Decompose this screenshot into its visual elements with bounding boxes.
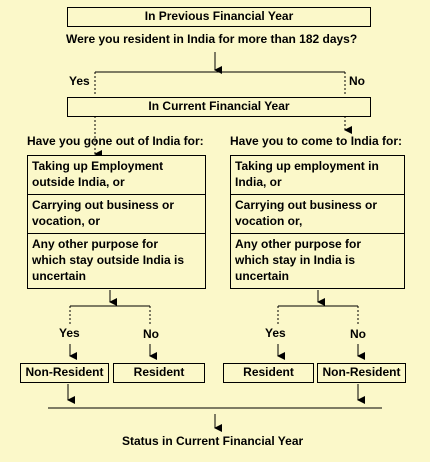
right-option-business bbox=[230, 194, 405, 234]
right-result-resident-text: Resident bbox=[243, 365, 294, 379]
left-option-employment-line1: Taking up Employment bbox=[32, 159, 164, 173]
left-option-employment-line2: outside India, or bbox=[32, 175, 125, 189]
right-option-other bbox=[230, 233, 405, 289]
right-option-other-line2: which stay in India is bbox=[235, 253, 356, 267]
left-option-other-line1: Any other purpose for bbox=[32, 237, 159, 251]
left-result-non-resident bbox=[20, 363, 109, 383]
right-result-non-resident bbox=[317, 363, 406, 383]
right-option-employment bbox=[230, 155, 405, 195]
current-year-title: In Current Financial Year bbox=[148, 99, 290, 113]
left-option-business-line1: Carrying out business or bbox=[32, 198, 175, 212]
right-option-employment-line2: India, or bbox=[235, 175, 282, 189]
right-no-label: No bbox=[350, 327, 366, 341]
previous-year-title: In Previous Financial Year bbox=[144, 9, 294, 23]
right-branch-heading: Have you to come to India for: bbox=[230, 134, 403, 148]
right-result-resident bbox=[223, 363, 314, 383]
left-yes-label: Yes bbox=[59, 326, 80, 340]
right-option-employment-line1: Taking up employment in bbox=[235, 159, 379, 173]
top-yes-label: Yes bbox=[69, 74, 90, 88]
left-result-resident bbox=[113, 363, 205, 383]
residency-question: Were you resident in India for more than 182 days? bbox=[66, 32, 358, 46]
right-yes-label: Yes bbox=[265, 326, 286, 340]
right-result-non-resident-text: Non-Resident bbox=[322, 365, 401, 379]
current-year-box bbox=[67, 97, 371, 117]
right-option-business-line1: Carrying out business or bbox=[235, 198, 378, 212]
left-option-other-line3: uncertain bbox=[32, 269, 87, 283]
left-branch-heading: Have you gone out of India for: bbox=[27, 134, 204, 148]
left-option-other bbox=[27, 233, 206, 289]
left-option-other-line2: which stay outside India is bbox=[32, 253, 185, 267]
previous-year-box bbox=[67, 7, 371, 27]
status-footer: Status in Current Financial Year bbox=[122, 434, 304, 448]
left-option-business bbox=[27, 194, 206, 234]
left-result-resident-text: Resident bbox=[133, 365, 185, 379]
top-no-label: No bbox=[349, 74, 365, 88]
left-result-non-resident-text: Non-Resident bbox=[25, 365, 104, 379]
left-no-label: No bbox=[143, 327, 159, 341]
left-option-employment bbox=[27, 155, 206, 195]
left-option-business-line2: vocation, or bbox=[32, 214, 101, 228]
right-option-other-line3: uncertain bbox=[235, 269, 290, 283]
right-option-business-line2: vocation or, bbox=[235, 214, 303, 228]
right-option-other-line1: Any other purpose for bbox=[235, 237, 362, 251]
